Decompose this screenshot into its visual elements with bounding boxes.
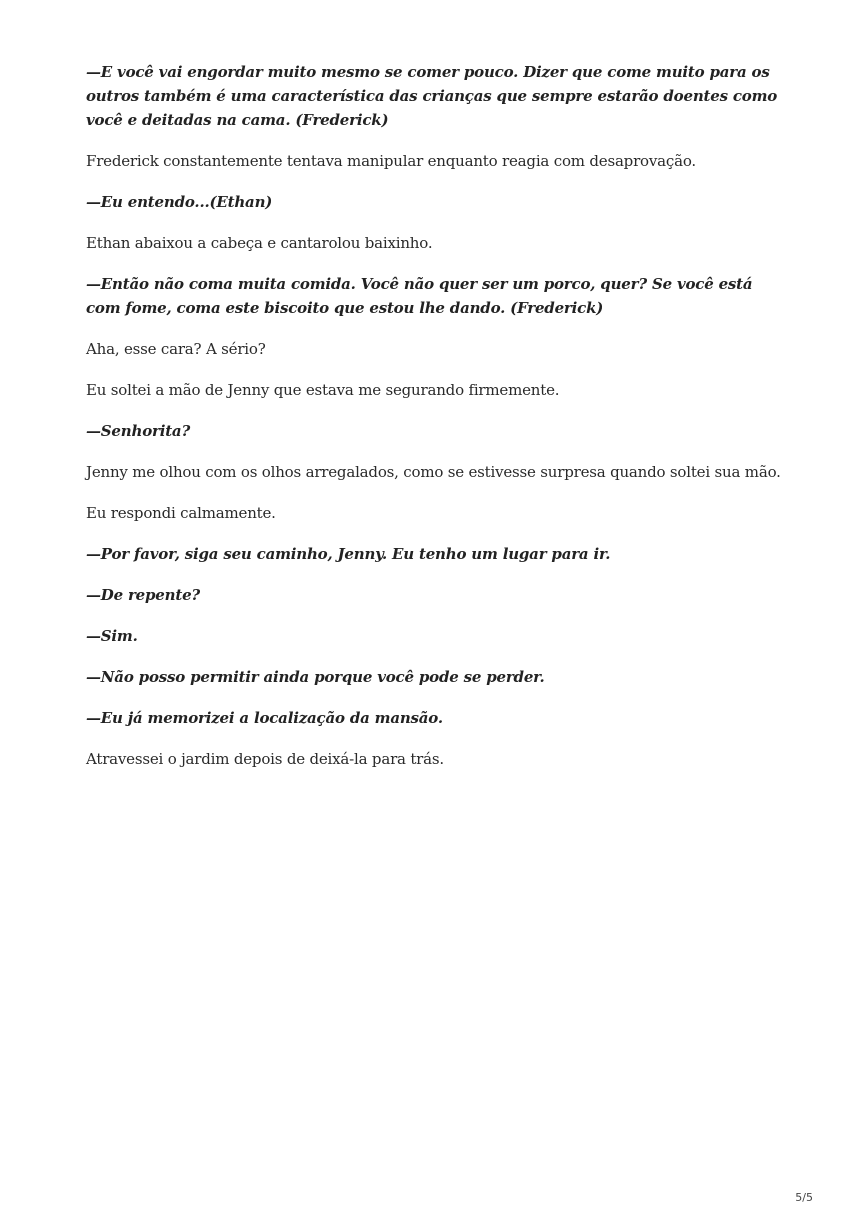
paragraph-dialogue-frederick-1: —E você vai engordar muito mesmo se comer pouco. Dizer que come muito para os outros também é uma característica das crianças que sempre estarão doentes como você e deitadas na cama. (Frederick): [86, 63, 778, 129]
paragraph-narration-1: Frederick constantemente tentava manipular enquanto reagia com desaprovação.: [86, 152, 696, 170]
paragraph-dialogue-de-repente: —De repente?: [86, 586, 201, 604]
page-number: 5/5: [795, 1191, 813, 1204]
paragraph-dialogue-frederick-2: —Então não coma muita comida. Você não quer ser um porco, quer? Se você está com fome, coma este biscoito que estou lhe dando. (Frederick): [86, 275, 753, 317]
paragraph-narration-7: Atravessei o jardim depois de deixá-la para trás.: [86, 750, 444, 768]
paragraph-narration-2: Ethan abaixou a cabeça e cantarolou baixinho.: [86, 234, 433, 252]
paragraph-dialogue-ethan: —Eu entendo...(Ethan): [86, 193, 273, 211]
paragraph-dialogue-por-favor: —Por favor, siga seu caminho, Jenny. Eu tenho um lugar para ir.: [86, 545, 611, 563]
paragraph-dialogue-nao-posso: —Não posso permitir ainda porque você pode se perder.: [86, 668, 545, 686]
paragraph-narration-6: Eu respondi calmamente.: [86, 504, 276, 522]
paragraph-dialogue-sim: —Sim.: [86, 627, 138, 645]
paragraph-narration-5: Jenny me olhou com os olhos arregalados, como se estivesse surpresa quando soltei sua mão.: [86, 463, 781, 481]
paragraph-dialogue-senhorita: —Senhorita?: [86, 422, 191, 440]
paragraph-dialogue-memorizei: —Eu já memorizei a localização da mansão.: [86, 709, 443, 727]
paragraph-narration-3: Aha, esse cara? A sério?: [86, 340, 266, 358]
paragraph-narration-4: Eu soltei a mão de Jenny que estava me segurando firmemente.: [86, 381, 560, 399]
document-body: [86, 60, 786, 788]
